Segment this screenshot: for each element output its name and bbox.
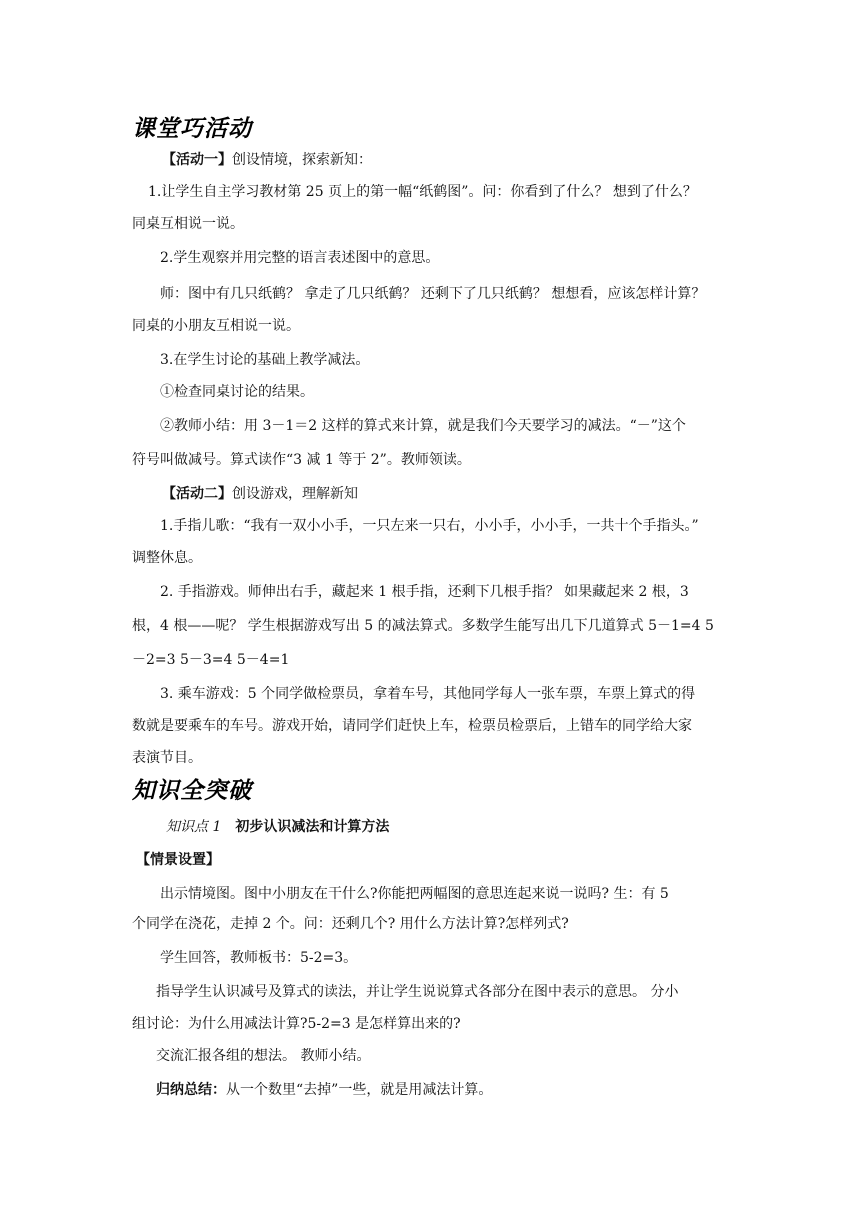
activity2-title: 创设游戏，理解新知 [232, 486, 358, 502]
paragraph-line: 3.在学生讨论的基础上教学减法。 [160, 352, 370, 368]
paragraph-line: 调整休息。 [132, 550, 202, 566]
paragraph-line: 根，4 根——呢？ 学生根据游戏写出 5 的减法算式。多数学生能写出几下几道算式 5－1=4 5 [132, 618, 714, 634]
summary-label: 归纳总结： [156, 1082, 226, 1098]
paragraph-line: 同桌的小朋友互相说一说。 [132, 318, 300, 334]
paragraph-line: ①检查同桌讨论的结果。 [160, 384, 314, 400]
summary-text: 从一个数里“去掉”一些，就是用减法计算。 [226, 1082, 493, 1098]
activity2-label: 【活动二】 [162, 486, 232, 502]
paragraph-line: 1.让学生自主学习教材第 25 页上的第一幅“纸鹤图”。问：你看到了什么？ 想到了什么？ [148, 184, 697, 200]
scenario-label: 【情景设置】 [136, 852, 220, 868]
knowledge-point-title: 初步认识减法和计算方法 [235, 819, 390, 835]
paragraph-line: 个同学在浇花，走掉 2 个。问：还剩几个? 用什么方法计算?怎样列式? [132, 916, 569, 932]
paragraph-line: 符号叫做减号。算式读作“3 减 1 等于 2”。教师领读。 [132, 452, 471, 468]
paragraph-line: 交流汇报各组的想法。 教师小结。 [156, 1048, 371, 1064]
activity1-title: 创设情境，探索新知： [232, 152, 372, 168]
section-heading-classroom-activity: 课堂巧活动 [132, 116, 252, 142]
paragraph-line: 出示情境图。图中小朋友在干什么?你能把两幅图的意思连起来说一说吗? 生：有 5 [160, 886, 669, 902]
knowledge-point-heading [166, 816, 389, 836]
paragraph-line: 师：图中有几只纸鹤？ 拿走了几只纸鹤？ 还剩下了几只纸鹤？ 想想看，应该怎样计算？ [160, 286, 706, 302]
section-heading-knowledge: 知识全突破 [132, 778, 252, 804]
activity1-label: 【活动一】 [162, 152, 232, 168]
paragraph-line: 学生回答，教师板书：5-2=3。 [160, 950, 358, 966]
paragraph-line: 同桌互相说一说。 [132, 216, 244, 232]
paragraph-line: ②教师小结：用 3－1＝2 这样的算式来计算，就是我们今天要学习的减法。“－”这个 [160, 418, 686, 434]
paragraph-line: 组讨论：为什么用减法计算?5-2=3 是怎样算出来的? [132, 1016, 461, 1032]
paragraph-line: 3. 乘车游戏：5 个同学做检票员，拿着车号，其他同学每人一张车票，车票上算式的得 [160, 686, 696, 702]
paragraph-line: 2.学生观察并用完整的语言表述图中的意思。 [160, 250, 440, 266]
paragraph-line: 2. 手指游戏。师伸出右手，藏起来 1 根手指，还剩下几根手指？ 如果藏起来 2 根，3 [160, 584, 689, 600]
paragraph-line: 表演节目。 [132, 750, 202, 766]
summary-line [156, 1080, 492, 1100]
paragraph-line: 数就是要乘车的车号。游戏开始，请同学们赶快上车，检票员检票后，上错车的同学给大家 [132, 718, 692, 734]
knowledge-point-number: 知识点 1 [166, 819, 222, 835]
paragraph-line: 指导学生认识减号及算式的读法，并让学生说说算式各部分在图中表示的意思。 分小 [156, 984, 679, 1000]
activity1-header [162, 150, 372, 170]
activity2-header [162, 484, 358, 504]
paragraph-line: 1.手指儿歌：“我有一双小小手，一只左来一只右，小小手，小小手，一共十个手指头。” [160, 518, 699, 534]
paragraph-line: －2=3 5－3=4 5－4=1 [132, 652, 290, 668]
